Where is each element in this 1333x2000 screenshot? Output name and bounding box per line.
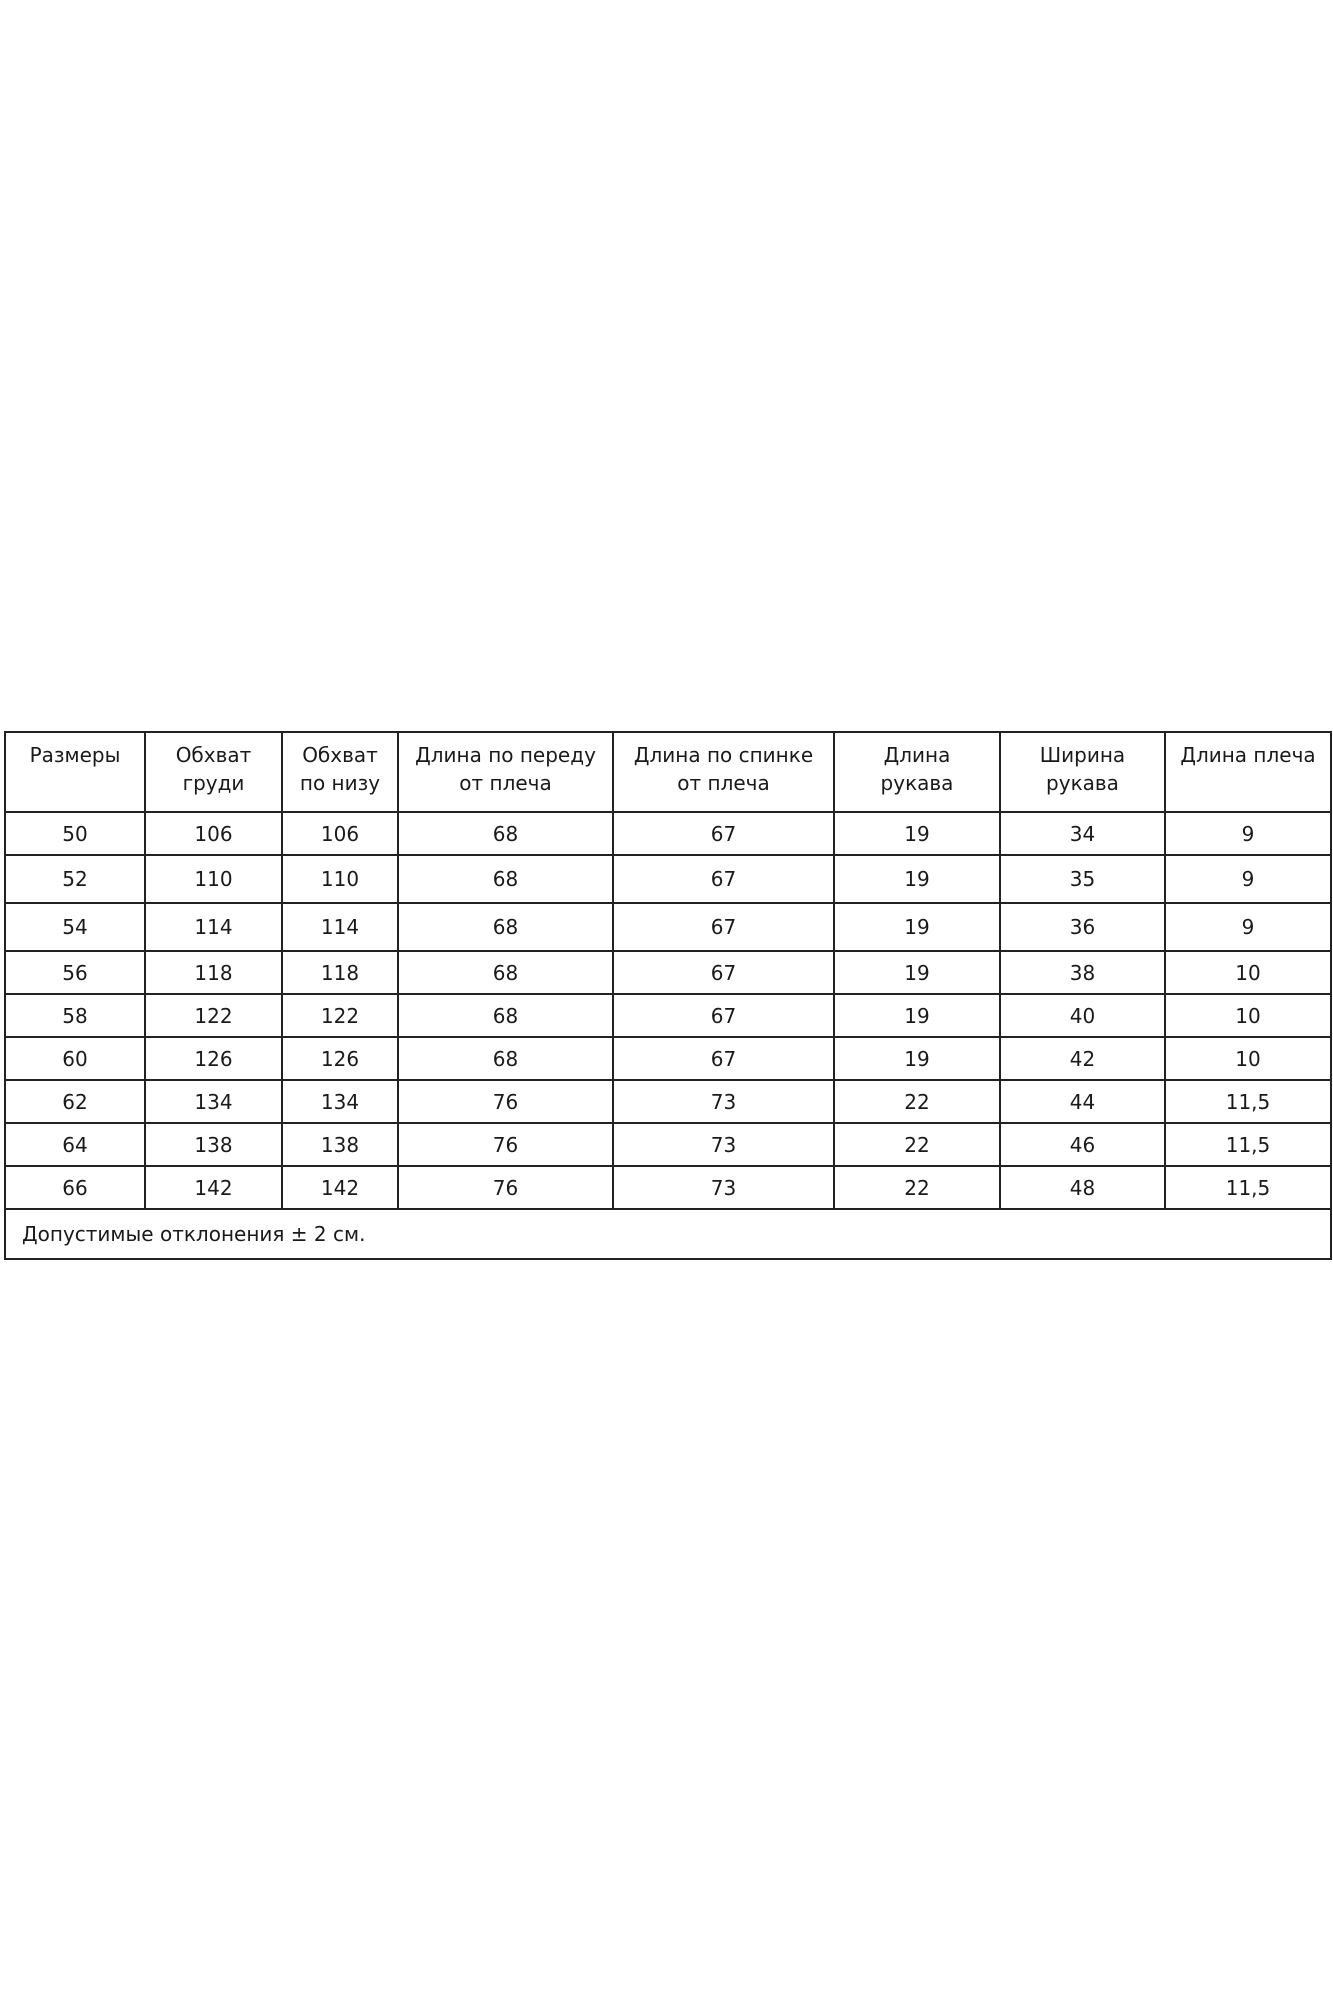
table-cell: 110 <box>282 855 398 903</box>
table-cell: 52 <box>5 855 145 903</box>
table-row <box>5 1123 1331 1166</box>
table-cell: 19 <box>834 994 1000 1037</box>
table-cell: 134 <box>145 1080 282 1123</box>
table-cell: 114 <box>145 903 282 951</box>
table-cell: 142 <box>145 1166 282 1209</box>
table-cell: 76 <box>398 1080 613 1123</box>
table-row <box>5 812 1331 855</box>
table-cell: 64 <box>5 1123 145 1166</box>
table-cell: 11,5 <box>1165 1166 1331 1209</box>
table-cell: 19 <box>834 951 1000 994</box>
table-header-row <box>5 732 1331 812</box>
table-cell: 122 <box>282 994 398 1037</box>
header-hem: Обхват по низу <box>282 732 398 812</box>
table-cell: 40 <box>1000 994 1165 1037</box>
table-cell: 67 <box>613 812 834 855</box>
table-cell: 106 <box>145 812 282 855</box>
size-chart-table <box>4 731 1332 1260</box>
table-cell: 9 <box>1165 812 1331 855</box>
table-cell: 68 <box>398 951 613 994</box>
table-cell: 126 <box>282 1037 398 1080</box>
table-cell: 11,5 <box>1165 1123 1331 1166</box>
table-cell: 46 <box>1000 1123 1165 1166</box>
table-cell: 19 <box>834 903 1000 951</box>
table-cell: 56 <box>5 951 145 994</box>
table-cell: 38 <box>1000 951 1165 994</box>
table-cell: 67 <box>613 903 834 951</box>
table-cell: 19 <box>834 1037 1000 1080</box>
table-cell: 66 <box>5 1166 145 1209</box>
table-cell: 67 <box>613 994 834 1037</box>
table-cell: 68 <box>398 855 613 903</box>
table-cell: 118 <box>145 951 282 994</box>
table-cell: 73 <box>613 1166 834 1209</box>
table-row <box>5 855 1331 903</box>
table-cell: 142 <box>282 1166 398 1209</box>
tolerance-note: Допустимые отклонения ± 2 см. <box>5 1209 1331 1259</box>
table-cell: 106 <box>282 812 398 855</box>
header-size: Размеры <box>5 732 145 812</box>
table-cell: 22 <box>834 1166 1000 1209</box>
table-row <box>5 951 1331 994</box>
table-cell: 9 <box>1165 855 1331 903</box>
table-cell: 134 <box>282 1080 398 1123</box>
table-cell: 138 <box>282 1123 398 1166</box>
table-cell: 110 <box>145 855 282 903</box>
table-cell: 54 <box>5 903 145 951</box>
table-cell: 35 <box>1000 855 1165 903</box>
table-cell: 114 <box>282 903 398 951</box>
table-cell: 36 <box>1000 903 1165 951</box>
table-cell: 68 <box>398 1037 613 1080</box>
table-row <box>5 994 1331 1037</box>
table-cell: 138 <box>145 1123 282 1166</box>
table-cell: 67 <box>613 855 834 903</box>
table-row <box>5 903 1331 951</box>
table-cell: 68 <box>398 903 613 951</box>
table-cell: 126 <box>145 1037 282 1080</box>
table-cell: 73 <box>613 1123 834 1166</box>
table-cell: 10 <box>1165 1037 1331 1080</box>
table-cell: 67 <box>613 1037 834 1080</box>
table-row <box>5 1080 1331 1123</box>
table-cell: 62 <box>5 1080 145 1123</box>
table-cell: 60 <box>5 1037 145 1080</box>
table-cell: 118 <box>282 951 398 994</box>
table-cell: 76 <box>398 1123 613 1166</box>
header-chest: Обхват груди <box>145 732 282 812</box>
table-row <box>5 1037 1331 1080</box>
table-cell: 44 <box>1000 1080 1165 1123</box>
table-cell: 10 <box>1165 951 1331 994</box>
table-cell: 22 <box>834 1123 1000 1166</box>
table-cell: 73 <box>613 1080 834 1123</box>
table-body <box>5 812 1331 1209</box>
table-cell: 50 <box>5 812 145 855</box>
table-cell: 67 <box>613 951 834 994</box>
table-cell: 58 <box>5 994 145 1037</box>
table-cell: 48 <box>1000 1166 1165 1209</box>
table-cell: 122 <box>145 994 282 1037</box>
table-cell: 19 <box>834 812 1000 855</box>
table-row <box>5 1166 1331 1209</box>
table-cell: 11,5 <box>1165 1080 1331 1123</box>
table-cell: 19 <box>834 855 1000 903</box>
header-sleeve-length: Длина рукава <box>834 732 1000 812</box>
table-note-row <box>5 1209 1331 1259</box>
table-cell: 68 <box>398 994 613 1037</box>
header-back-length: Длина по спинке от плеча <box>613 732 834 812</box>
table-cell: 76 <box>398 1166 613 1209</box>
table-cell: 34 <box>1000 812 1165 855</box>
header-shoulder-length: Длина плеча <box>1165 732 1331 812</box>
table-cell: 22 <box>834 1080 1000 1123</box>
header-sleeve-width: Ширина рукава <box>1000 732 1165 812</box>
table-cell: 42 <box>1000 1037 1165 1080</box>
table-cell: 9 <box>1165 903 1331 951</box>
table-cell: 68 <box>398 812 613 855</box>
header-front-length: Длина по переду от плеча <box>398 732 613 812</box>
table-cell: 10 <box>1165 994 1331 1037</box>
